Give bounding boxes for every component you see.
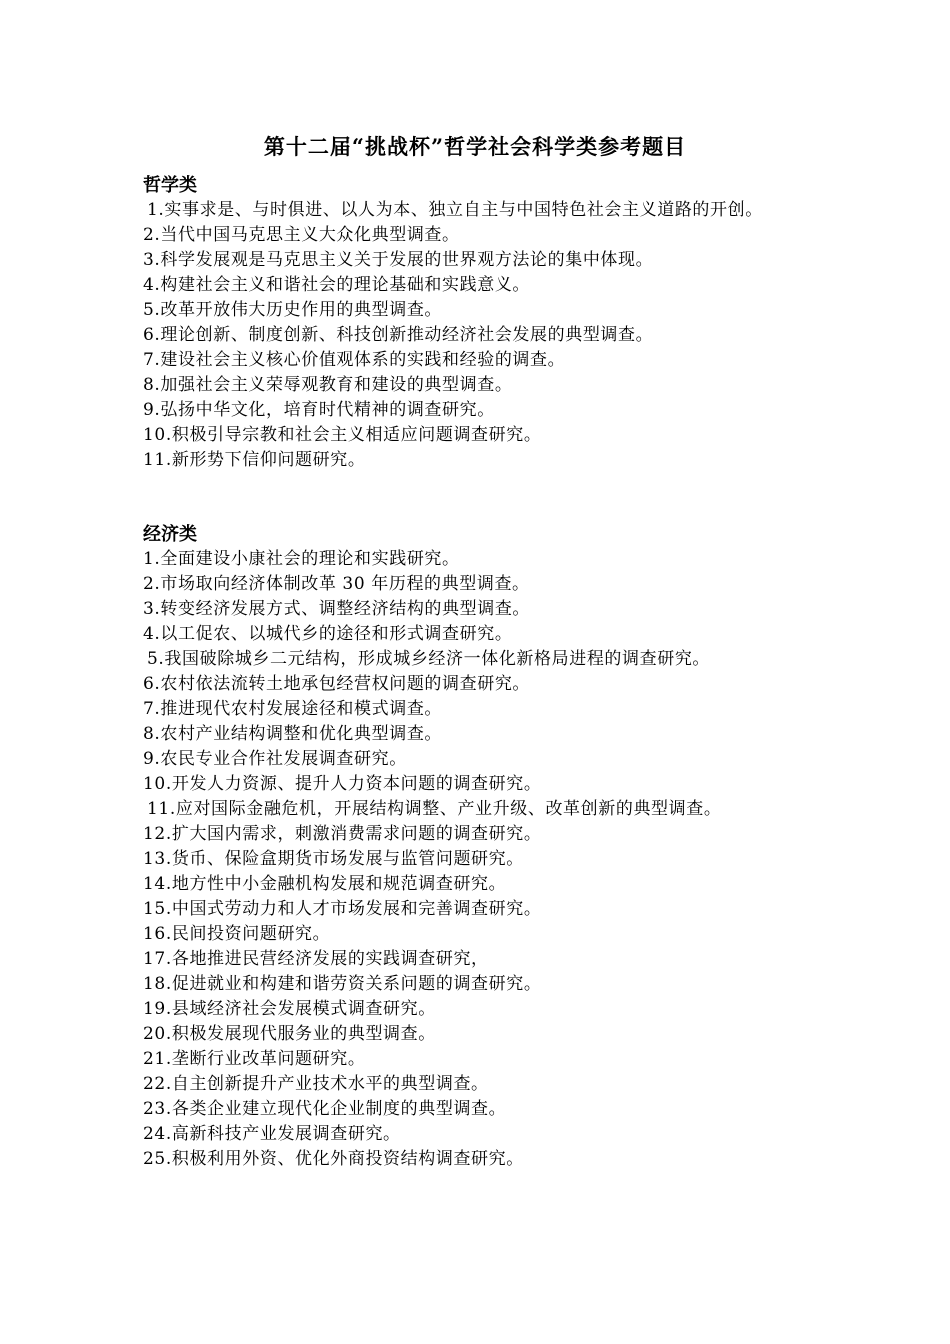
list-item: 4.构建社会主义和谐社会的理论基础和实践意义。 xyxy=(143,275,531,295)
list-item: 7.推进现代农村发展途径和模式调查。 xyxy=(143,699,443,719)
list-item: 16.民间投资问题研究。 xyxy=(143,924,331,944)
list-item: 17.各地推进民营经济发展的实践调查研究， xyxy=(143,949,489,969)
list-item: 11.应对国际金融危机，开展结构调整、产业升级、改革创新的典型调查。 xyxy=(147,799,722,819)
list-item: 3.科学发展观是马克思主义关于发展的世界观方法论的集中体现。 xyxy=(143,250,654,270)
list-item: 6.理论创新、制度创新、科技创新推动经济社会发展的典型调查。 xyxy=(143,325,654,345)
list-item: 13.货币、保险盒期货市场发展与监管问题研究。 xyxy=(143,849,524,869)
list-item: 20.积极发展现代服务业的典型调查。 xyxy=(143,1024,436,1044)
list-item: 15.中国式劳动力和人才市场发展和完善调查研究。 xyxy=(143,899,542,919)
list-item: 22.自主创新提升产业技术水平的典型调查。 xyxy=(143,1074,489,1094)
list-item: 24.高新科技产业发展调查研究。 xyxy=(143,1124,401,1144)
document-title: 第十二届“挑战杯”哲学社会科学类参考题目 xyxy=(263,134,687,159)
list-item: 23.各类企业建立现代化企业制度的典型调查。 xyxy=(143,1099,507,1119)
list-item: 18.促进就业和构建和谐劳资关系问题的调查研究。 xyxy=(143,974,542,994)
list-item: 4.以工促农、以城代乡的途径和形式调查研究。 xyxy=(143,624,513,644)
list-item: 9.弘扬中华文化，培育时代精神的调查研究。 xyxy=(143,400,495,420)
list-item: 9.农民专业合作社发展调查研究。 xyxy=(143,749,407,769)
list-item: 6.农村依法流转土地承包经营权问题的调查研究。 xyxy=(143,674,531,694)
list-item: 25.积极利用外资、优化外商投资结构调查研究。 xyxy=(143,1149,524,1169)
list-item: 10.开发人力资源、提升人力资本问题的调查研究。 xyxy=(143,774,542,794)
list-item: 2.当代中国马克思主义大众化典型调查。 xyxy=(143,225,460,245)
list-item: 11.新形势下信仰问题研究。 xyxy=(143,450,366,470)
list-item: 2.市场取向经济体制改革 30 年历程的典型调查。 xyxy=(143,574,530,594)
list-item: 1.全面建设小康社会的理论和实践研究。 xyxy=(143,549,460,569)
list-item: 3.转变经济发展方式、调整经济结构的典型调查。 xyxy=(143,599,531,619)
list-item: 1.实事求是、与时俱进、以人为本、独立自主与中国特色社会主义道路的开创。 xyxy=(147,200,763,220)
list-item: 8.农村产业结构调整和优化典型调查。 xyxy=(143,724,443,744)
list-item: 8.加强社会主义荣辱观教育和建设的典型调查。 xyxy=(143,375,513,395)
list-item: 5.我国破除城乡二元结构，形成城乡经济一体化新格局进程的调查研究。 xyxy=(147,649,711,669)
section-philosophy xyxy=(143,173,813,473)
list-item: 12.扩大国内需求，刺激消费需求问题的调查研究。 xyxy=(143,824,542,844)
section-heading: 哲学类 xyxy=(143,175,197,196)
list-item: 14.地方性中小金融机构发展和规范调查研究。 xyxy=(143,874,507,894)
list-item: 10.积极引导宗教和社会主义相适应问题调查研究。 xyxy=(143,425,542,445)
list-item: 21.垄断行业改革问题研究。 xyxy=(143,1049,366,1069)
list-item: 7.建设社会主义核心价值观体系的实践和经验的调查。 xyxy=(143,350,566,370)
list-item: 19.县域经济社会发展模式调查研究。 xyxy=(143,999,436,1019)
list-item: 5.改革开放伟大历史作用的典型调查。 xyxy=(143,300,443,320)
section-economics xyxy=(143,522,813,1172)
section-heading: 经济类 xyxy=(143,524,197,545)
